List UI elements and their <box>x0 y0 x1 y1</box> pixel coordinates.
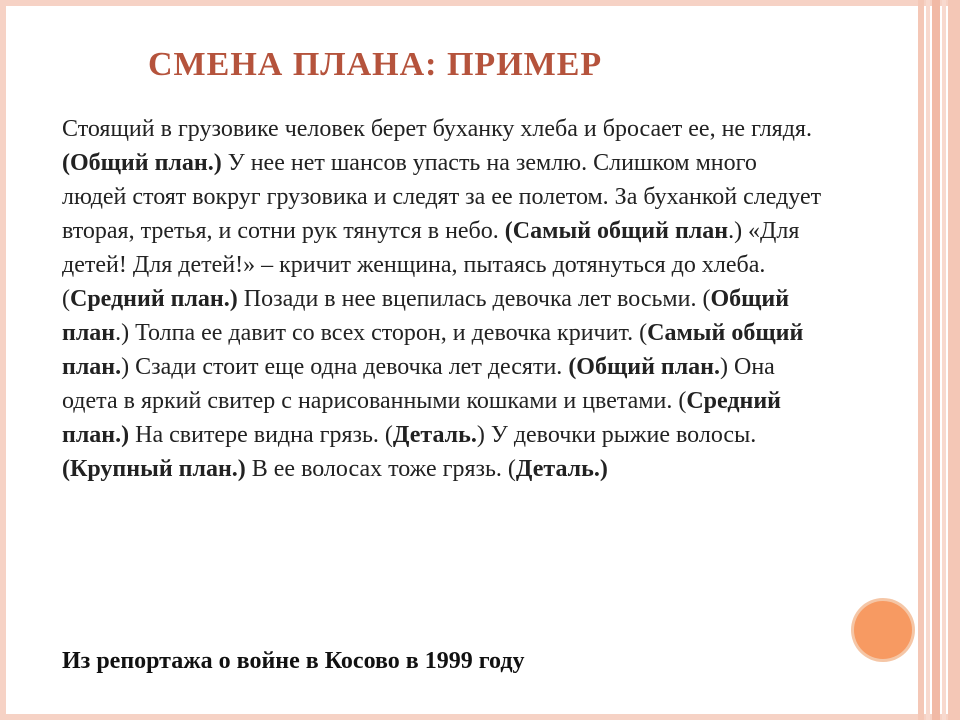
body-paragraph <box>62 112 822 486</box>
text-segment: ) Сзади стоит еще одна девочка лет десяти. <box>121 354 569 380</box>
shot-type-label: (Самый общий план <box>504 218 729 244</box>
border-top <box>0 0 960 6</box>
shot-type-label: Самый общий план. <box>62 320 804 380</box>
text-segment: У нее нет шансов упасть на землю. Слишком много людей стоят вокруг грузовика и следят за ее полетом. За буханкой следует вторая, третья, и сотни рук тянутся в небо. <box>62 150 822 244</box>
shot-type-label: Деталь.) <box>515 456 608 482</box>
text-segment: ) Она одета в яркий свитер с нарисованными кошками и цветами. ( <box>62 354 775 414</box>
text-segment: В ее волосах тоже грязь. ( <box>245 456 516 482</box>
shot-type-label: (Общий план. <box>568 354 721 380</box>
border-left <box>0 0 6 720</box>
shot-type-label: Средний план.) <box>70 286 238 312</box>
text-segment: Позади в нее вцепилась девочка лет восьми. ( <box>237 286 711 312</box>
shot-type-label: Деталь. <box>392 422 477 448</box>
shot-type-label: (Общий план.) <box>62 150 222 176</box>
decor-stripe <box>926 0 930 720</box>
decor-stripe <box>942 0 946 720</box>
text-segment: На свитере видна грязь. ( <box>129 422 393 448</box>
text-segment: .) «Для детей! Для детей!» – кричит женщина, пытаясь дотянуться до хлеба. ( <box>62 218 800 312</box>
shot-type-label: Средний план.) <box>62 388 781 448</box>
decor-stripe <box>948 0 960 720</box>
decor-stripe <box>918 0 924 720</box>
slide-title: СМЕНА ПЛАНА: ПРИМЕР <box>148 46 603 83</box>
shot-type-label: Общий план <box>62 286 790 346</box>
decor-stripe <box>932 0 940 720</box>
text-segment: ) У девочки рыжие волосы. <box>476 422 757 448</box>
decor-circle-icon <box>854 601 912 659</box>
text-segment: .) Толпа ее давит со всех сторон, и девочка кричит. ( <box>115 320 648 346</box>
text-segment: Стоящий в грузовике человек берет буханку хлеба и бросает ее, не глядя. <box>62 116 812 142</box>
shot-type-label: (Крупный план.) <box>62 456 246 482</box>
border-bottom <box>0 714 960 720</box>
decor-stripes <box>918 0 960 720</box>
source-caption: Из репортажа о войне в Косово в 1999 году <box>62 648 525 674</box>
